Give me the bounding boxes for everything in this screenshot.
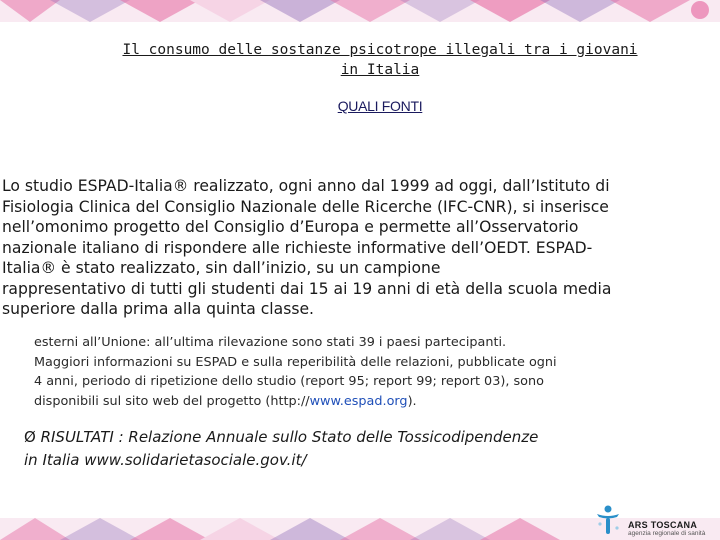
main-paragraph	[2, 176, 710, 320]
secondary-line: Maggiori informazioni su ESPAD e sulla reperibilità delle relazioni, pubblicate ogni	[34, 354, 557, 370]
main-line: Fisiologia Clinica del Consiglio Nazionale delle Ricerche (IFC-CNR), si inserisce	[2, 197, 609, 216]
logo-name: ARS TOSCANA	[628, 520, 698, 530]
main-line: rappresentativo di tutti gli studenti dai 15 ai 19 anni di età della scuola media	[2, 279, 612, 298]
main-line: Lo studio ESPAD-Italia® realizzato, ogni anno dal 1999 ad oggi, dall’Istituto di	[2, 177, 610, 195]
main-line: nazionale italiano di rispondere alle richieste informative dell’OEDT. ESPAD-	[2, 238, 593, 257]
section-heading: QUALI FONTI	[337, 98, 423, 114]
page-title-line-1: Il consumo delle sostanze psicotrope illegali tra i giovani	[122, 42, 638, 58]
ars-person-icon	[594, 502, 624, 538]
main-line: nell’omonimo progetto del Consiglio d’Europa e permette all’Osservatorio	[2, 218, 579, 236]
page-title	[110, 40, 650, 80]
results-line-2[interactable]: in Italia www.solidarietasociale.gov.it/	[24, 451, 307, 469]
page-title-line-2: in Italia	[340, 62, 420, 78]
secondary-last-suffix: ).	[407, 393, 417, 409]
secondary-paragraph	[34, 333, 644, 411]
results-text: RISULTATI : Relazione Annuale sullo Stato delle Tossicodipendenze	[35, 428, 539, 446]
main-line: superiore dalla prima alla quinta classe.	[2, 300, 314, 318]
secondary-line-last	[34, 392, 644, 412]
logo-tagline: agenzia regionale di sanità	[628, 530, 706, 537]
espad-link[interactable]: www.espad.org	[309, 393, 408, 409]
decorative-top-band	[0, 0, 720, 22]
main-line: Italia® è stato realizzato, sin dall’inizio, su un campione	[2, 259, 441, 277]
ars-toscana-logo	[594, 502, 714, 538]
secondary-line: 4 anni, periodo di ripetizione dello studio (report 95; report 99; report 03), sono	[34, 374, 544, 390]
results-line-1	[24, 426, 684, 449]
arrow-bullet-icon: Ø	[24, 428, 36, 446]
results-note	[24, 426, 684, 472]
secondary-last-prefix: disponibili sul sito web del progetto (http://	[34, 393, 310, 409]
secondary-line: esterni all’Unione: all’ultima rilevazione sono stati 39 i paesi partecipanti.	[34, 335, 507, 350]
